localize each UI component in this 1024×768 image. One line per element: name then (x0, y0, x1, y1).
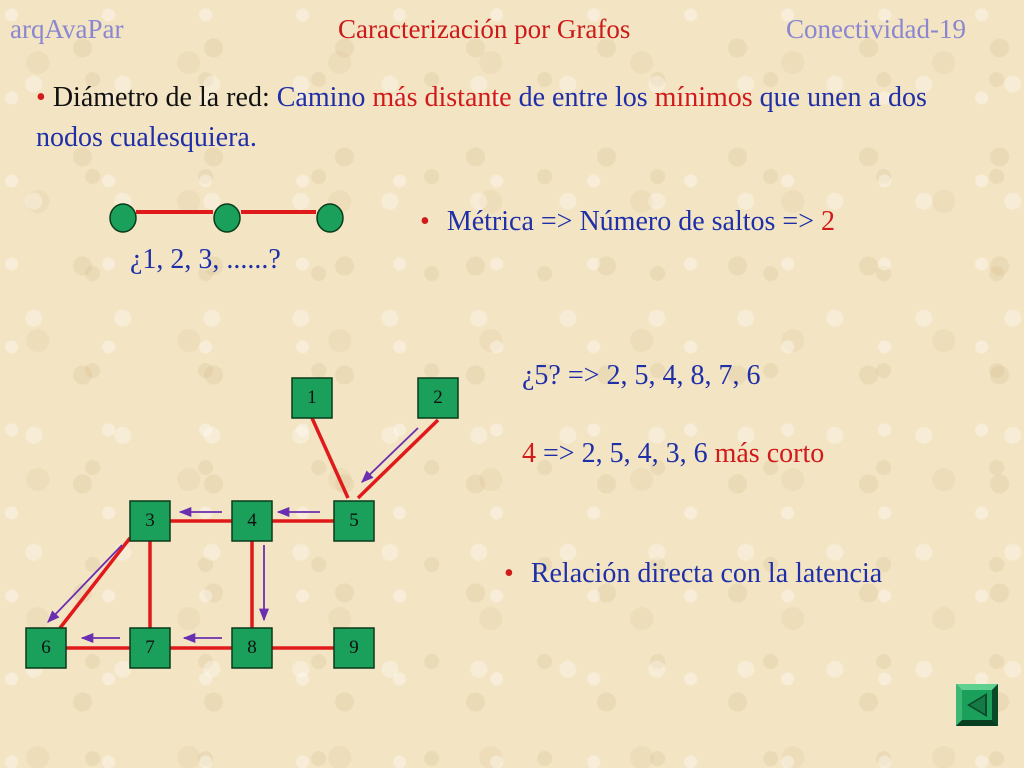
edge-3-6 (60, 538, 130, 628)
edge-2-5 (358, 420, 438, 498)
shorter-hops: 4 (522, 438, 536, 469)
definition-part1: Camino (276, 82, 366, 113)
node-label-3: 3 (145, 510, 155, 531)
bullet-dot: • (36, 82, 46, 113)
header-right: Conectividad-19 (786, 14, 966, 44)
small-line-graph (110, 204, 343, 232)
latency-text: Relación directa con la latencia (530, 558, 883, 589)
latency-bullet: • (504, 558, 514, 589)
shorter-note: más corto (714, 438, 825, 469)
header-left: arqAvaPar (10, 14, 124, 44)
definition-term: Diámetro de la red (52, 82, 262, 113)
node-label-7: 7 (145, 637, 155, 658)
next-slide-icon (956, 684, 998, 726)
shorter-path: => 2, 5, 4, 3, 6 (543, 438, 708, 469)
node-label-9: 9 (349, 637, 359, 658)
node-label-6: 6 (41, 637, 51, 658)
slide-title: Caracterización por Grafos (338, 14, 631, 44)
arrow-2-5 (362, 428, 418, 482)
metric-bullet: • (420, 206, 430, 237)
metric-value: 2 (821, 206, 835, 237)
definition-part3: de entre los (518, 82, 648, 113)
definition-part2: más distante (372, 82, 512, 113)
shorter-path-line (522, 438, 824, 470)
longer-path-text: ¿5? => 2, 5, 4, 8, 7, 6 (522, 360, 761, 391)
small-graph-question: ¿1, 2, 3, ......? (130, 244, 281, 275)
metric-text: Métrica => Número de saltos => (446, 206, 814, 237)
small-node-2 (214, 204, 240, 232)
node-label-8: 8 (247, 637, 257, 658)
definition-part4: mínimos (654, 82, 753, 113)
node-label-5: 5 (349, 510, 359, 531)
metric-line (420, 206, 835, 238)
node-label-1: 1 (307, 387, 317, 408)
node-label-2: 2 (433, 387, 443, 408)
arrow-3-6 (48, 545, 122, 622)
node-label-4: 4 (247, 510, 257, 531)
small-node-1 (110, 204, 136, 232)
latency-line (504, 558, 882, 590)
small-node-3 (317, 204, 343, 232)
edge-1-5 (312, 418, 348, 498)
definition-part5: que unen a dos nodos cualesquiera. (36, 82, 927, 153)
definition-colon: : (261, 82, 270, 113)
next-slide-button[interactable] (956, 684, 998, 726)
